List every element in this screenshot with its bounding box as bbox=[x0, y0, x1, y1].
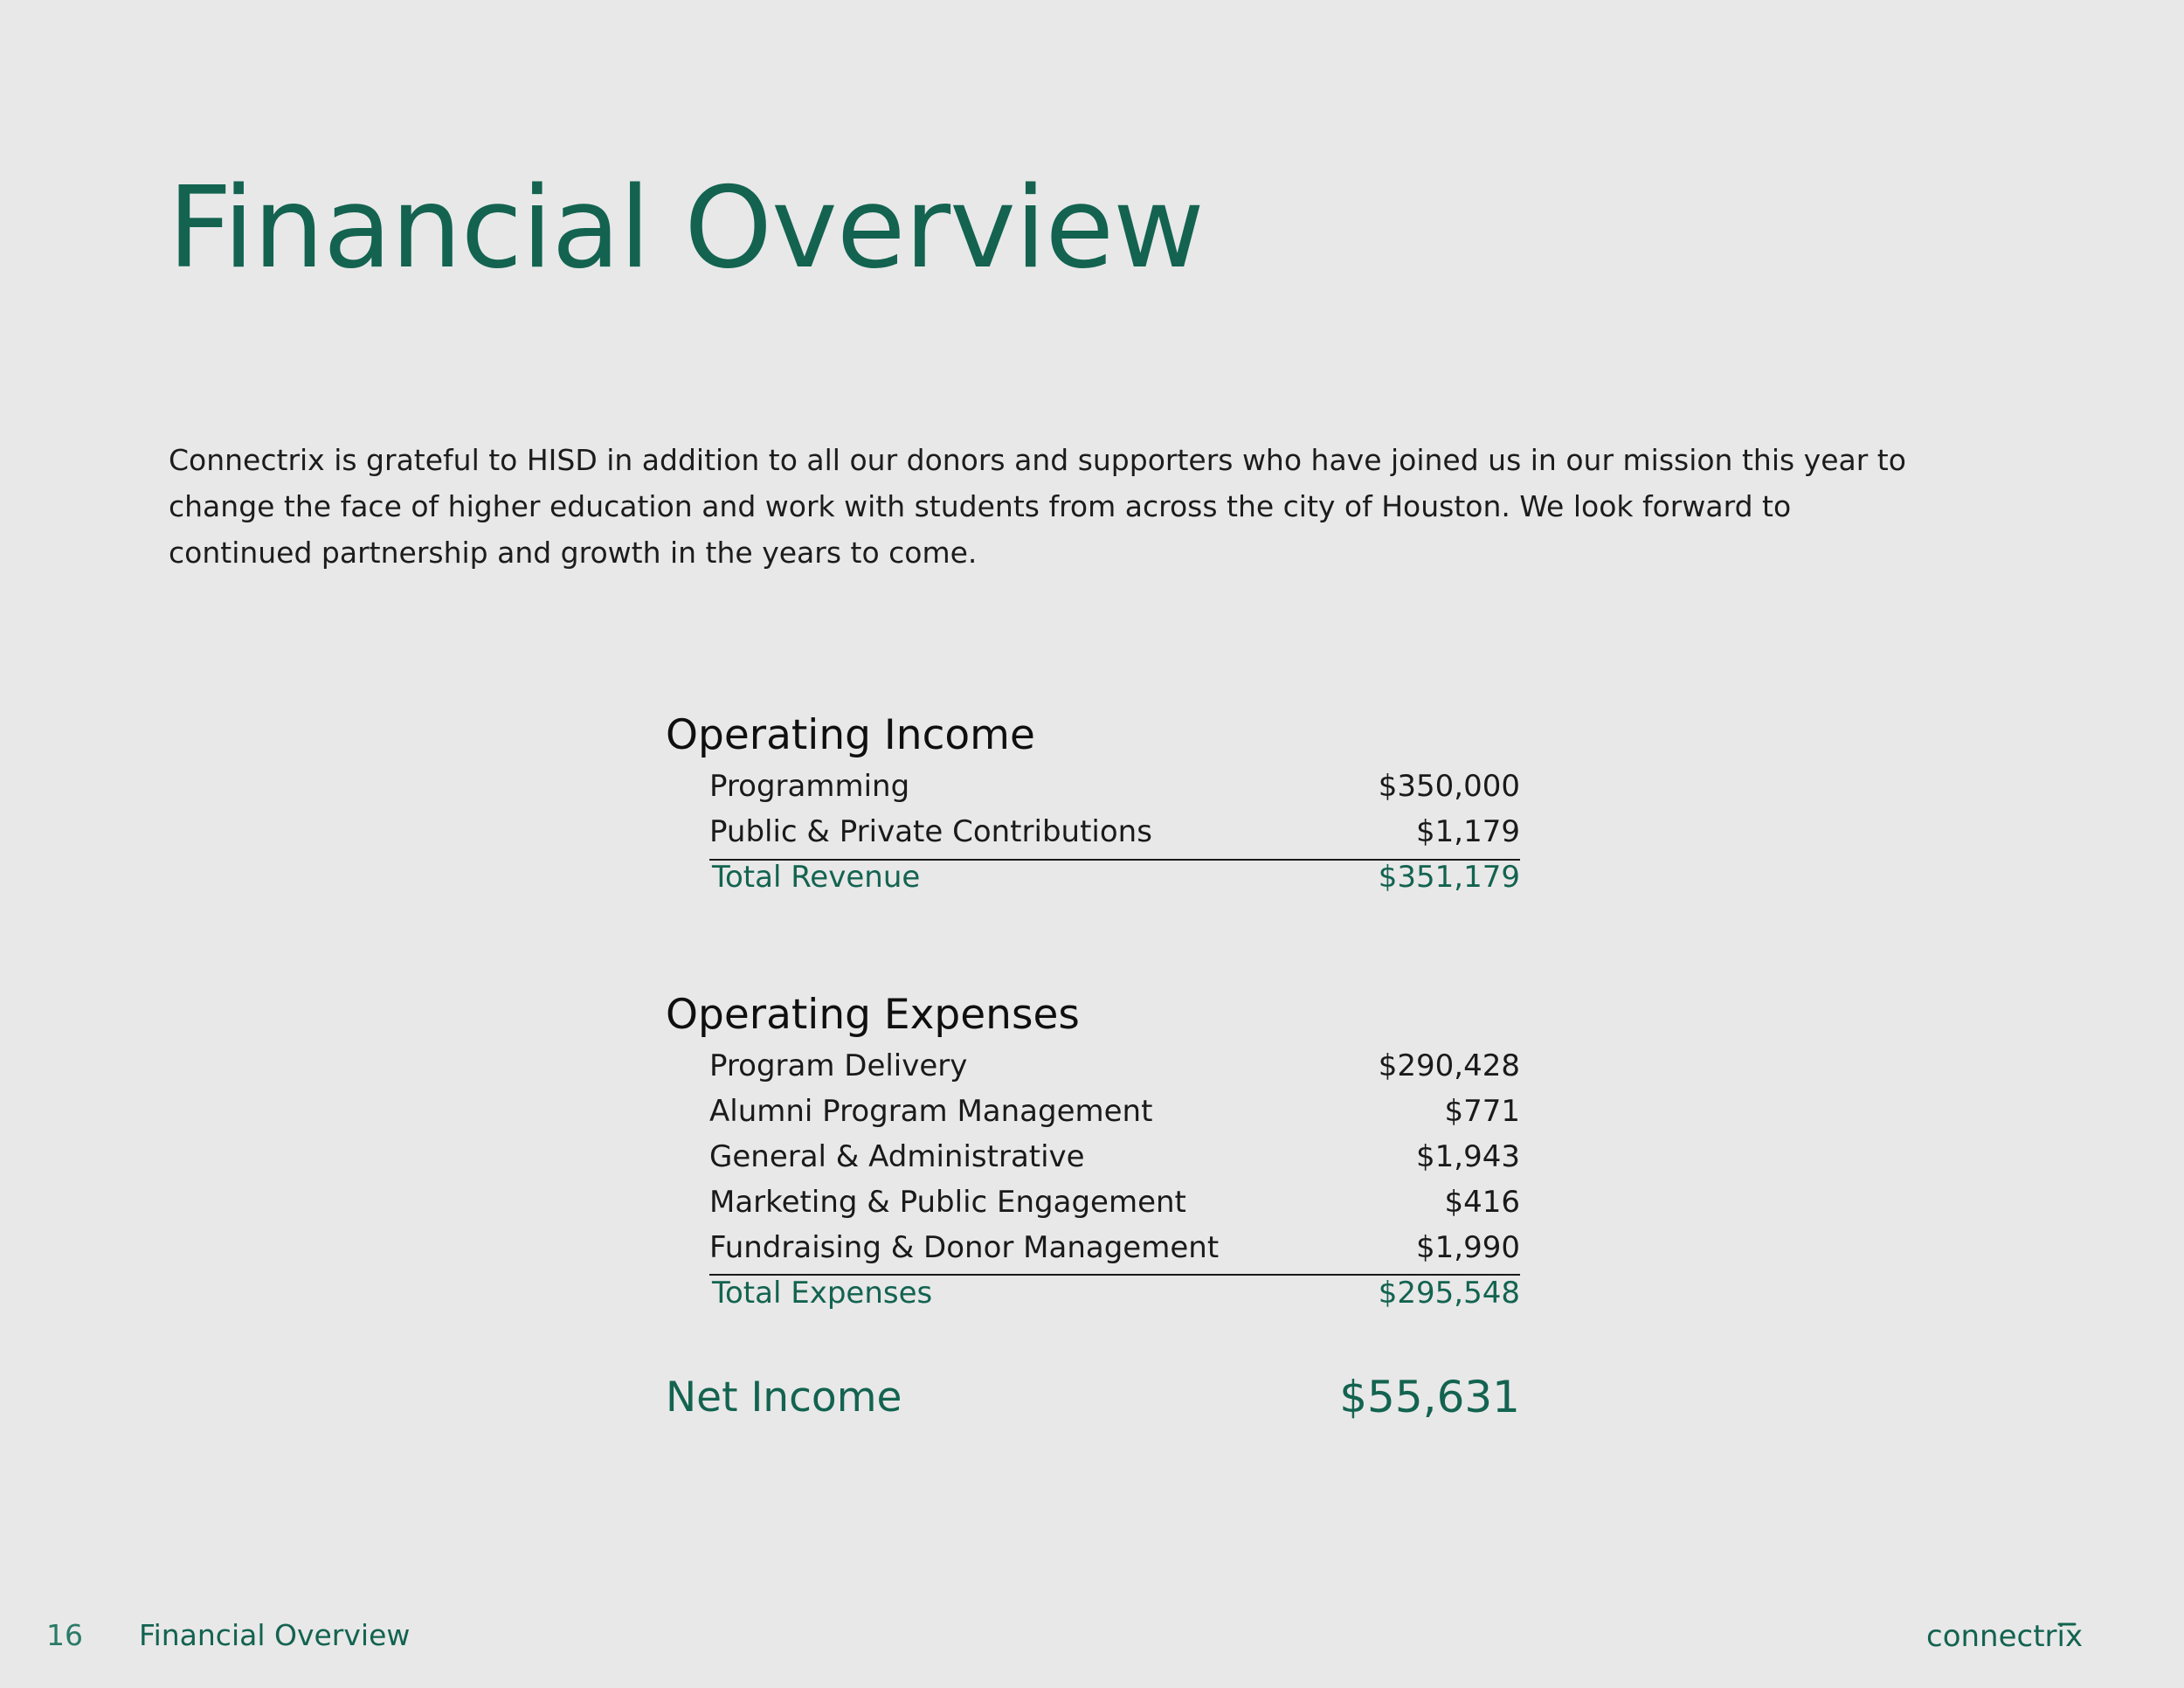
operating-income-table bbox=[709, 764, 1520, 854]
page-title: Financial Overview bbox=[168, 163, 1204, 294]
table-row bbox=[709, 1134, 1520, 1180]
total-revenue-row bbox=[712, 854, 1520, 900]
table-row bbox=[709, 1180, 1520, 1225]
row-value: $1,943 bbox=[1416, 1139, 1520, 1174]
net-income-label: Net Income bbox=[666, 1373, 902, 1422]
page-number: 16 bbox=[46, 1617, 83, 1652]
row-label: Programming bbox=[709, 769, 910, 804]
total-expenses-row bbox=[712, 1270, 1520, 1316]
row-label: Fundraising & Donor Management bbox=[709, 1230, 1220, 1265]
footer-section-title: Financial Overview bbox=[139, 1617, 411, 1652]
table-row bbox=[709, 764, 1520, 809]
row-value: $416 bbox=[1444, 1185, 1520, 1220]
operating-income-heading: Operating Income bbox=[666, 711, 1035, 759]
total-revenue-label: Total Revenue bbox=[712, 860, 921, 895]
operating-expenses-table bbox=[709, 1043, 1520, 1270]
operating-expenses-heading: Operating Expenses bbox=[666, 991, 1080, 1039]
row-value: $290,428 bbox=[1378, 1048, 1520, 1083]
total-expenses-label: Total Expenses bbox=[712, 1276, 933, 1311]
connectrix-logo bbox=[1926, 1613, 2105, 1657]
net-income-value: $55,631 bbox=[1339, 1372, 1520, 1422]
row-value: $771 bbox=[1444, 1094, 1520, 1129]
table-row bbox=[709, 809, 1520, 854]
row-value: $1,179 bbox=[1416, 814, 1520, 849]
row-label: Program Delivery bbox=[709, 1048, 968, 1083]
total-expenses-value: $295,548 bbox=[1378, 1276, 1520, 1311]
intro-paragraph: Connectrix is grateful to HISD in addition to all our donors and supporters who have joined us in our mission this year to change the face of higher education and work with students from across the city of Houston. We look forward to continued partnership and growth in the years to come. bbox=[169, 443, 1906, 570]
row-label: Alumni Program Management bbox=[709, 1094, 1153, 1129]
table-row bbox=[709, 1225, 1520, 1270]
row-value: $350,000 bbox=[1378, 769, 1520, 804]
table-row bbox=[709, 1089, 1520, 1134]
row-label: General & Administrative bbox=[709, 1139, 1085, 1174]
row-value: $1,990 bbox=[1416, 1230, 1520, 1265]
row-label: Public & Private Contributions bbox=[709, 814, 1152, 849]
table-row bbox=[709, 1043, 1520, 1089]
logo-wordmark: connectrix bbox=[1926, 1619, 2084, 1654]
row-label: Marketing & Public Engagement bbox=[709, 1185, 1186, 1220]
net-income-row bbox=[666, 1366, 1520, 1428]
total-revenue-value: $351,179 bbox=[1378, 860, 1520, 895]
